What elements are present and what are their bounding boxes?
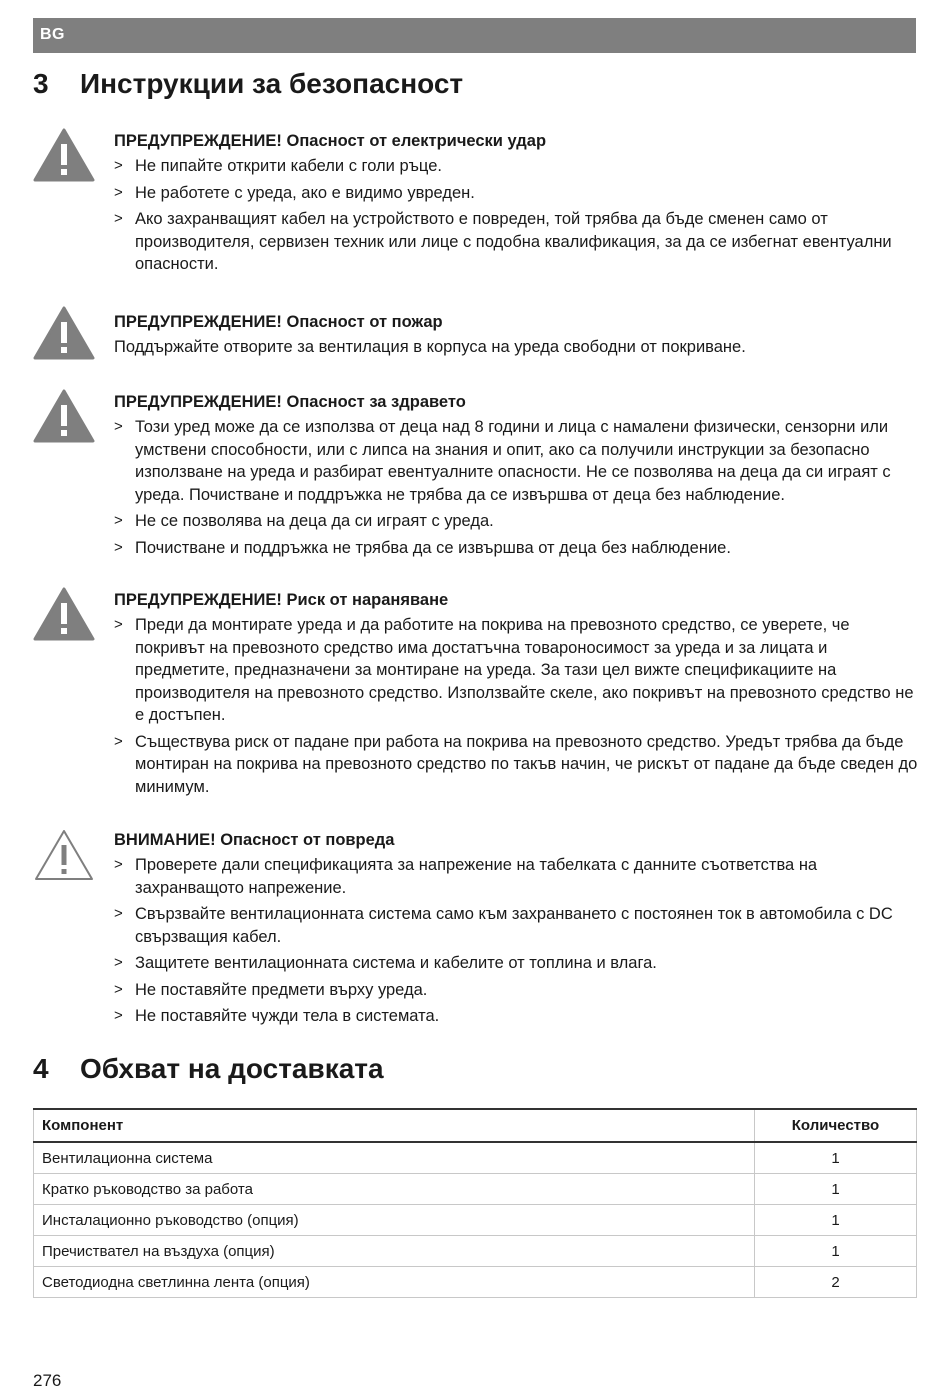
- section-3-heading: [33, 68, 463, 100]
- list-item: > Не поставяйте чужди тела в системата.: [114, 1005, 918, 1028]
- warning-health: [114, 391, 918, 563]
- table-row: [34, 1174, 917, 1205]
- component-cell: Инсталационно ръководство (опция): [34, 1205, 755, 1236]
- quantity-cell: 1: [755, 1236, 917, 1267]
- warning-triangle-icon: [33, 128, 95, 182]
- list-item: > Не се позволява на деца да си играят с уреда.: [114, 510, 918, 533]
- component-cell: Светодиодна светлинна лента (опция): [34, 1267, 755, 1298]
- column-header-quantity: Количество: [755, 1109, 917, 1142]
- delivery-scope-table: [33, 1108, 917, 1298]
- section-4-heading: [33, 1053, 384, 1085]
- list-item: > Не работете с уреда, ако е видимо увреден.: [114, 182, 918, 205]
- warning-title: ВНИМАНИЕ! Опасност от повреда: [114, 831, 395, 849]
- warning-fire: [114, 311, 918, 359]
- list-item: > Проверете дали спецификацията за напрежение на табелката с данните съответства на захранващото напрежение.: [114, 854, 918, 899]
- section-number: 4: [33, 1053, 49, 1084]
- table-row: [34, 1236, 917, 1267]
- page-number: 276: [33, 1371, 62, 1390]
- list-item: > Този уред може да се използва от деца над 8 години и лица с намалени физически, сензорни или умствени способности, или с липса на знания и опит, ако са получили инструкции за безопасно използване на уреда и разбират евентуалните опасности. Не се позволява на деца да си играят с уреда. Почистване и поддръжка не трябва да се извършва от деца без наблюдение.: [114, 416, 918, 506]
- quantity-cell: 1: [755, 1174, 917, 1205]
- warning-title: ПРЕДУПРЕЖДЕНИЕ! Опасност от пожар: [114, 313, 443, 331]
- list-item: > Почистване и поддръжка не трябва да се извършва от деца без наблюдение.: [114, 537, 918, 560]
- warning-triangle-icon: [33, 306, 95, 360]
- section-title: Обхват на доставката: [80, 1053, 384, 1084]
- section-title: Инструкции за безопасност: [80, 68, 464, 99]
- list-item: > Не поставяйте предмети върху уреда.: [114, 979, 918, 1002]
- quantity-cell: 1: [755, 1142, 917, 1174]
- table-row: [34, 1205, 917, 1236]
- list-item: > Съществува риск от падане при работа на покрива на превозното средство. Уредът трябва да бъде монтиран на покрива на превозното средство по такъв начин, че рискът от падане да бъде сведен до минимум.: [114, 731, 918, 799]
- language-header-bar: [33, 18, 916, 53]
- list-item: > Преди да монтирате уреда и да работите на покрива на превозното средство, се уверете, че покривът на превозното средство има достатъчна товароносимост за уреда и за лицата и предметите, предназначени за монтиране на уреда. За тази цел вижте спецификациите на производителя на превозното средство. Използвайте скеле, ако покривът на превозното средство не е достъпен.: [114, 614, 918, 727]
- warning-title: ПРЕДУПРЕЖДЕНИЕ! Риск от нараняване: [114, 591, 449, 609]
- quantity-cell: 2: [755, 1267, 917, 1298]
- list-item: > Защитете вентилационната система и кабелите от топлина и влага.: [114, 952, 918, 975]
- list-item: > Не пипайте открити кабели с голи ръце.: [114, 155, 918, 178]
- warning-text: Поддържайте отворите за вентилация в корпуса на уреда свободни от покриване.: [114, 338, 746, 356]
- warning-injury: [114, 589, 918, 802]
- section-number: 3: [33, 68, 49, 99]
- caution-damage: [114, 829, 918, 1032]
- language-code: BG: [40, 26, 65, 43]
- warning-triangle-icon: [33, 389, 95, 443]
- column-header-component: Компонент: [34, 1109, 755, 1142]
- table-row: [34, 1142, 917, 1174]
- component-cell: Вентилационна система: [34, 1142, 755, 1174]
- table-row: [34, 1267, 917, 1298]
- list-item: > Свързвайте вентилационната система само към захранването с постоянен ток в автомобила с DC свързващия кабел.: [114, 903, 918, 948]
- warning-triangle-icon: [33, 587, 95, 641]
- caution-triangle-icon: [33, 828, 95, 882]
- quantity-cell: 1: [755, 1205, 917, 1236]
- list-item: > Ако захранващият кабел на устройството е повреден, той трябва да бъде сменен само от производителя, сервизен техник или лице с подобна квалификация, за да се избегнат евентуални опасности.: [114, 208, 918, 276]
- warning-title: ПРЕДУПРЕЖДЕНИЕ! Опасност за здравето: [114, 393, 466, 411]
- component-cell: Пречиствател на въздуха (опция): [34, 1236, 755, 1267]
- table-header-row: [34, 1109, 917, 1142]
- component-cell: Кратко ръководство за работа: [34, 1174, 755, 1205]
- warning-electric-shock: [114, 130, 918, 280]
- warning-title: ПРЕДУПРЕЖДЕНИЕ! Опасност от електрически удар: [114, 132, 547, 150]
